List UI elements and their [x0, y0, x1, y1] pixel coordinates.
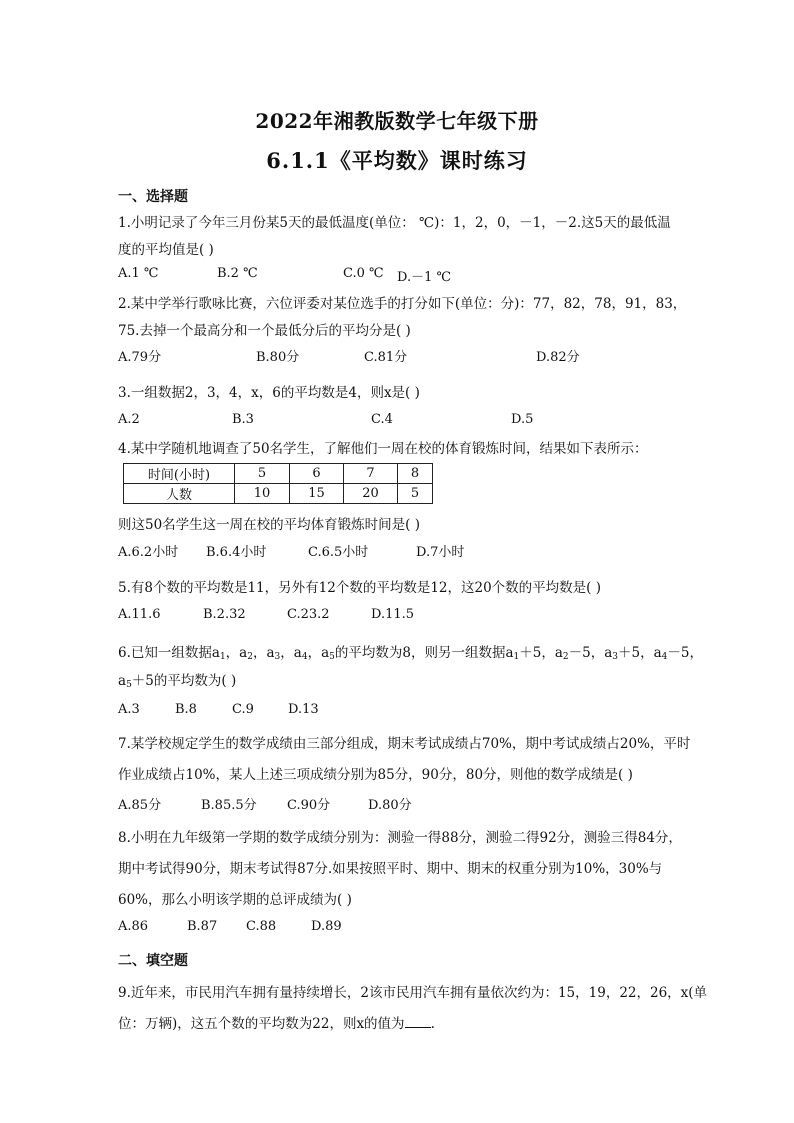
- question-9-line-2: 位：万辆)，这五个数的平均数为22，则x的值为 .: [118, 1016, 435, 1032]
- section-heading-choice: 一、选择题: [118, 189, 188, 205]
- question-1-option-c: C.0 ℃: [343, 266, 384, 281]
- question-6-option-a: A.3: [118, 702, 140, 717]
- question-1-option-a: A.1 ℃: [118, 266, 159, 281]
- question-2-line-2: 75.去掉一个最高分和一个最低分后的平均分是( ): [118, 323, 411, 339]
- table-cell: 6: [290, 464, 344, 484]
- question-4-option-d: D.7小时: [416, 545, 465, 560]
- question-2-option-c: C.81分: [364, 350, 408, 365]
- answer-blank[interactable]: [405, 1015, 431, 1028]
- table-cell: 10: [235, 484, 290, 504]
- question-4-option-a: A.6.2小时: [118, 545, 179, 560]
- table-cell: 7: [344, 464, 398, 484]
- question-7-line-2: 作业成绩占10%，某人上述三项成绩分别为85分，90分，80分，则他的数学成绩是( ): [118, 767, 633, 783]
- question-2-option-b: B.80分: [256, 350, 300, 365]
- table-cell: 5: [398, 484, 433, 504]
- document-title: 2022年湘教版数学七年级下册: [255, 109, 539, 133]
- question-3-option-d: D.5: [511, 412, 534, 427]
- question-6-option-b: B.8: [175, 702, 197, 717]
- question-4-option-b: B.6.4小时: [206, 545, 267, 560]
- question-5-option-d: D.11.5: [371, 607, 415, 622]
- question-3-option-a: A.2: [118, 412, 140, 427]
- question-7-option-c: C.90分: [287, 798, 331, 813]
- question-1-line-2: 度的平均值是( ): [118, 242, 214, 258]
- question-6-option-c: C.9: [232, 702, 254, 717]
- question-4-line-2: 则这50名学生这一周在校的平均体育锻炼时间是( ): [118, 517, 421, 533]
- table-cell: 15: [290, 484, 344, 504]
- question-7-option-a: A.85分: [118, 798, 162, 813]
- table-cell-label-hours: 时间(小时): [124, 464, 235, 484]
- question-5-option-b: B.2.32: [203, 607, 246, 622]
- table-cell: 8: [398, 464, 433, 484]
- question-8-option-a: A.86: [118, 919, 149, 934]
- question-7-option-d: D.80分: [368, 798, 412, 813]
- question-7-line-1: 7.某学校规定学生的数学成绩由三部分组成，期末考试成绩占70%，期中考试成绩占20%，平时: [118, 736, 691, 752]
- section-heading-fill: 二、填空题: [118, 953, 188, 969]
- table-row-hours: [124, 464, 433, 484]
- question-8-option-b: B.87: [187, 919, 218, 934]
- question-6-line-1: 6.已知一组数据$a_1$，$a_2$，$a_3$，$a_4$，$a_5$的平均数为8，则另一组数据$a_1+5$，$a_2-5$，$a_3+5$，$a_4-5$，: [118, 645, 703, 662]
- question-8-line-2: 期中考试得90分，期末考试得87分.如果按照平时、期中、期末的权重分别为10%，30%与: [118, 861, 663, 877]
- question-3-line-1: 3.一组数据2，3，4，x，6的平均数是4，则x是( ): [118, 385, 420, 401]
- question-4-option-c: C.6.5小时: [308, 545, 369, 560]
- question-2-option-a: A.79分: [118, 350, 162, 365]
- question-2-line-1: 2.某中学举行歌咏比赛，六位评委对某位选手的打分如下(单位：分)：77，82，78，91，83，: [118, 296, 687, 312]
- question-1-option-b: B.2 ℃: [217, 266, 258, 281]
- table-cell-label-count: 人数: [124, 484, 235, 504]
- question-1-line-1: 1.小明记录了今年三月份某5天的最低温度(单位： ℃)：1，2，0，－1，－2.这5天的最低温: [118, 215, 671, 231]
- document-subtitle: 6.1.1《平均数》课时练习: [266, 148, 528, 173]
- question-5-line-1: 5.有8个数的平均数是11，另外有12个数的平均数是12，这20个数的平均数是( ): [118, 580, 602, 596]
- question-2-option-d: D.82分: [536, 350, 580, 365]
- table-row-count: [124, 484, 433, 504]
- table-cell: 5: [235, 464, 290, 484]
- question-1-option-d: D.－1 ℃: [397, 270, 452, 285]
- question-8-option-c: C.88: [246, 919, 277, 934]
- question-5-option-c: C.23.2: [287, 607, 330, 622]
- table-cell: 20: [344, 484, 398, 504]
- question-8-option-d: D.89: [311, 919, 342, 934]
- question-3-option-c: C.4: [371, 412, 393, 427]
- question-3-option-b: B.3: [232, 412, 254, 427]
- data-table-exercise-time: [123, 463, 433, 504]
- question-7-option-b: B.85.5分: [201, 798, 257, 813]
- question-5-option-a: A.11.6: [118, 607, 161, 622]
- question-6-option-d: D.13: [288, 702, 319, 717]
- question-9-line-1: 9.近年来，市民用汽车拥有量持续增长，2该市民用汽车拥有量依次约为：15，19，22，26，x(单: [118, 985, 708, 1001]
- question-4-line-1: 4.某中学随机地调查了50名学生，了解他们一周在校的体育锻炼时间，结果如下表所示：: [118, 441, 648, 457]
- question-8-line-1: 8.小明在九年级第一学期的数学成绩分别为：测验一得88分，测验二得92分，测验三得84分，: [118, 830, 682, 846]
- question-6-line-2: $a_5+5$的平均数为( ): [118, 673, 237, 690]
- question-8-line-3: 60%，那么小明该学期的总评成绩为( ): [118, 892, 352, 908]
